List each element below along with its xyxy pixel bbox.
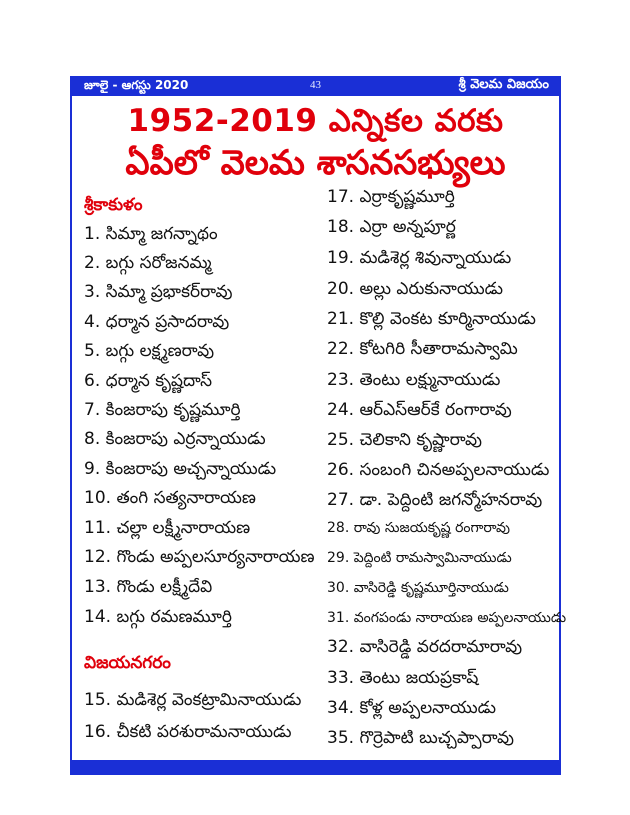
list-item: 32. వాసిరెడ్డి వరదరామారావు	[327, 637, 523, 657]
list-item: 34. కోళ్ల అప్పలనాయుడు	[327, 698, 497, 718]
list-item: 24. ఆర్‌ఎస్‌ఆర్‌కే రంగారావు	[327, 400, 512, 420]
page-title-line1: 1952-2019 ఎన్నికల వరకు	[127, 103, 504, 139]
list-item: 12. గొండు అప్పలసూర్యనారాయణ	[84, 547, 315, 567]
list-item: 31. వంగపండు నారాయణ అప్పలనాయుడు	[327, 610, 567, 626]
list-item: 4. ధర్మాన ప్రసాదరావు	[84, 312, 230, 332]
list-item: 3. సిమ్మా ప్రభాకర్‌రావు	[84, 282, 233, 302]
list-item: 25. చెలికాని కృష్ణారావు	[327, 430, 482, 450]
list-item: 10. తంగి సత్యనారాయణ	[84, 488, 256, 508]
list-item: 8. కింజరాపు ఎర్రన్నాయుడు	[84, 429, 266, 449]
magazine-name: శ్రీ వెలమ విజయం	[458, 77, 549, 92]
list-item: 19. మడిశెర్ల శివున్నాయుడు	[327, 248, 512, 268]
issue-date: జూలై - ఆగస్టు 2020	[84, 78, 189, 92]
list-item: 23. తెంటు లక్ష్మునాయుడు	[327, 370, 501, 390]
list-item: 33. తెంటు జయప్రకాష్	[327, 668, 479, 688]
list-item: 18. ఎర్రా అన్నపూర్ణ	[327, 217, 456, 237]
list-item: 11. చల్లా లక్ష్మీనారాయణ	[84, 518, 251, 538]
list-item: 28. రావు సుజయకృష్ణ రంగారావు	[327, 520, 511, 536]
list-item: 30. వాసిరెడ్డి కృష్ణమూర్తినాయుడు	[327, 580, 509, 596]
list-item: 26. సంబంగి చినఅప్పలనాయుడు	[327, 460, 550, 480]
section-heading-vizianagaram: విజయనగరం	[84, 653, 171, 673]
footer-bar	[70, 760, 561, 775]
list-item: 29. పెద్దింటి రామస్వామినాయుడు	[327, 550, 512, 566]
list-item: 20. అల్లు ఎరుకునాయుడు	[327, 279, 504, 299]
list-item: 22. కోటగిరి సీతారామస్వామి	[327, 339, 518, 359]
list-item: 17. ఎర్రాకృష్ణమూర్తి	[327, 187, 455, 207]
list-item: 7. కింజరాపు కృష్ణమూర్తి	[84, 400, 241, 420]
list-item: 6. ధర్మాన కృష్ణదాస్	[84, 371, 213, 391]
list-item: 27. డా. పెద్దింటి జగన్మోహనరావు	[327, 490, 543, 510]
list-item: 35. గొర్రెపాటి బుచ్చప్పారావు	[327, 728, 514, 748]
list-item: 13. గొండు లక్ష్మీదేవి	[84, 577, 213, 597]
page-title-line2: ఏపీలో వెలమ శాసనసభ్యులు	[125, 143, 506, 183]
section-heading-srikakulam: శ్రీకాకుళం	[84, 195, 143, 215]
list-item: 14. బగ్గు రమణమూర్తి	[84, 607, 232, 627]
list-item: 9. కింజరాపు అచ్చన్నాయుడు	[84, 459, 277, 479]
list-item: 2. బగ్గు సరోజనమ్మ	[84, 253, 212, 273]
list-item: 21. కొల్లి వెంకట కూర్మినాయుడు	[327, 309, 536, 329]
page-number: 43	[310, 79, 321, 91]
list-item: 1. సిమ్మా జగన్నాథం	[84, 224, 218, 244]
list-item: 15. మడిశెర్ల వెంకట్రామినాయుడు	[84, 690, 302, 710]
header-bar	[70, 76, 561, 96]
list-item: 16. చీకటి పరశురామనాయుడు	[84, 722, 292, 742]
list-item: 5. బగ్గు లక్ష్మణరావు	[84, 341, 215, 361]
